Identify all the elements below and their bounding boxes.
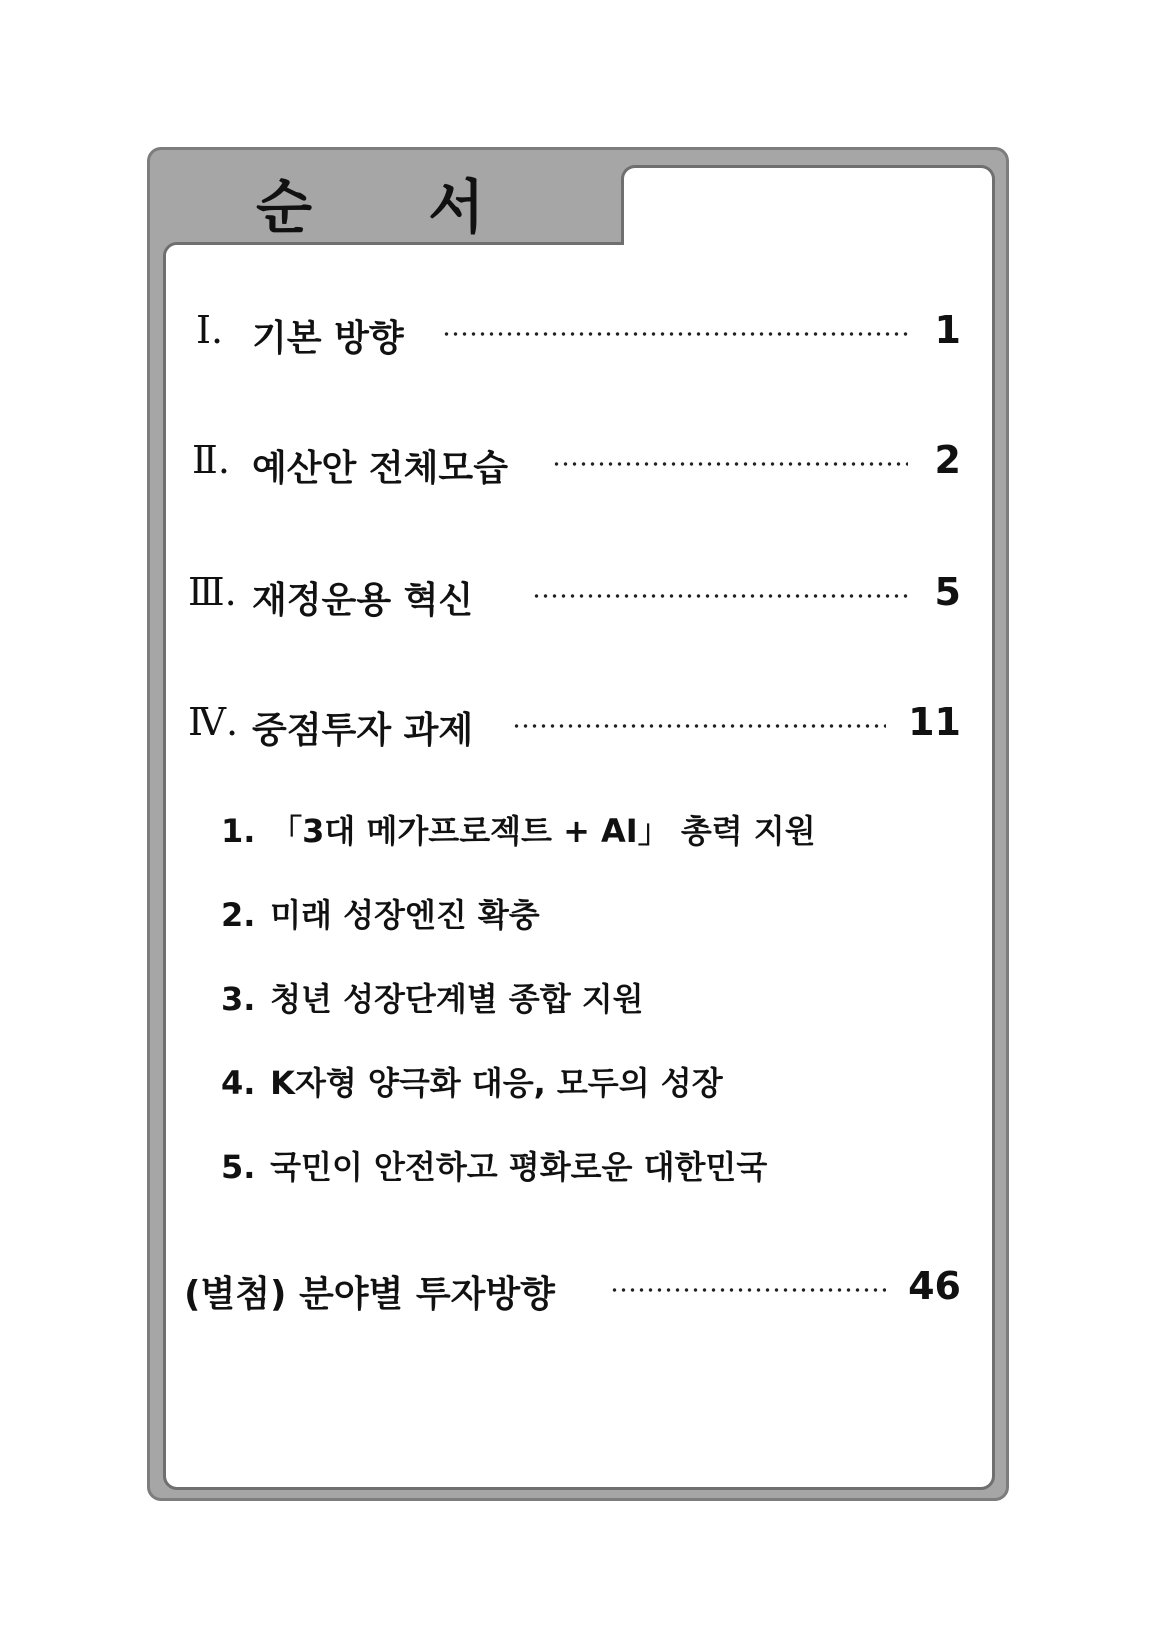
toc-subitem-label: K자형 양극화 대응, 모두의 성장 [270, 1064, 723, 1102]
toc-subitem[interactable] [221, 974, 644, 1020]
toc-page-number: 1 [934, 308, 961, 352]
toc-entry-appendix[interactable] [0, 1262, 1157, 1322]
toc-subitem[interactable] [221, 1142, 767, 1188]
toc-numeral: Ⅳ. [188, 700, 239, 744]
toc-numeral: Ⅰ. [196, 308, 224, 352]
toc-leader-dots [512, 724, 886, 728]
toc-page-number: 5 [934, 570, 961, 614]
toc-subitem-label: 미래 성장엔진 확충 [270, 896, 540, 934]
toc-subitem-number: 2. [221, 896, 256, 934]
toc-subitem-label: 국민이 안전하고 평화로운 대한민국 [270, 1148, 768, 1186]
toc-subitem-label: 「3대 메가프로젝트 + AI」 총력 지원 [270, 812, 816, 850]
toc-entry[interactable] [0, 306, 1157, 366]
toc-entry[interactable] [0, 436, 1157, 496]
toc-label: 기본 방향 [252, 318, 404, 359]
toc-subitem-number: 3. [221, 980, 256, 1018]
toc-page-number: 2 [934, 438, 961, 482]
toc-subitem[interactable] [221, 890, 540, 936]
toc-leader-dots [552, 462, 908, 466]
page-title: 순 서 [256, 173, 533, 241]
toc-numeral: Ⅱ. [192, 438, 230, 482]
toc-subitem-label: 청년 성장단계별 종합 지원 [270, 980, 644, 1018]
toc-subitem[interactable] [221, 806, 816, 852]
toc-entry[interactable] [0, 568, 1157, 628]
toc-leader-dots [610, 1288, 886, 1292]
toc-entry[interactable] [0, 698, 1157, 758]
toc-subitem[interactable] [221, 1058, 723, 1104]
toc-leader-dots [532, 594, 908, 598]
toc-numeral: Ⅲ. [188, 570, 237, 614]
toc-label: 예산안 전체모습 [252, 448, 508, 489]
toc-frame-tab-join [624, 240, 992, 270]
toc-label: 재정운용 혁신 [252, 580, 474, 621]
toc-page-number: 11 [908, 700, 961, 744]
toc-page-number: 46 [908, 1264, 961, 1308]
toc-frame-inner-fill [166, 245, 624, 275]
toc-label: 중점투자 과제 [252, 710, 474, 751]
toc-label: (별첨) 분야별 투자방향 [184, 1274, 555, 1315]
toc-subitem-number: 5. [221, 1148, 256, 1186]
toc-leader-dots [442, 332, 908, 336]
toc-subitem-number: 1. [221, 812, 256, 850]
toc-subitem-number: 4. [221, 1064, 256, 1102]
